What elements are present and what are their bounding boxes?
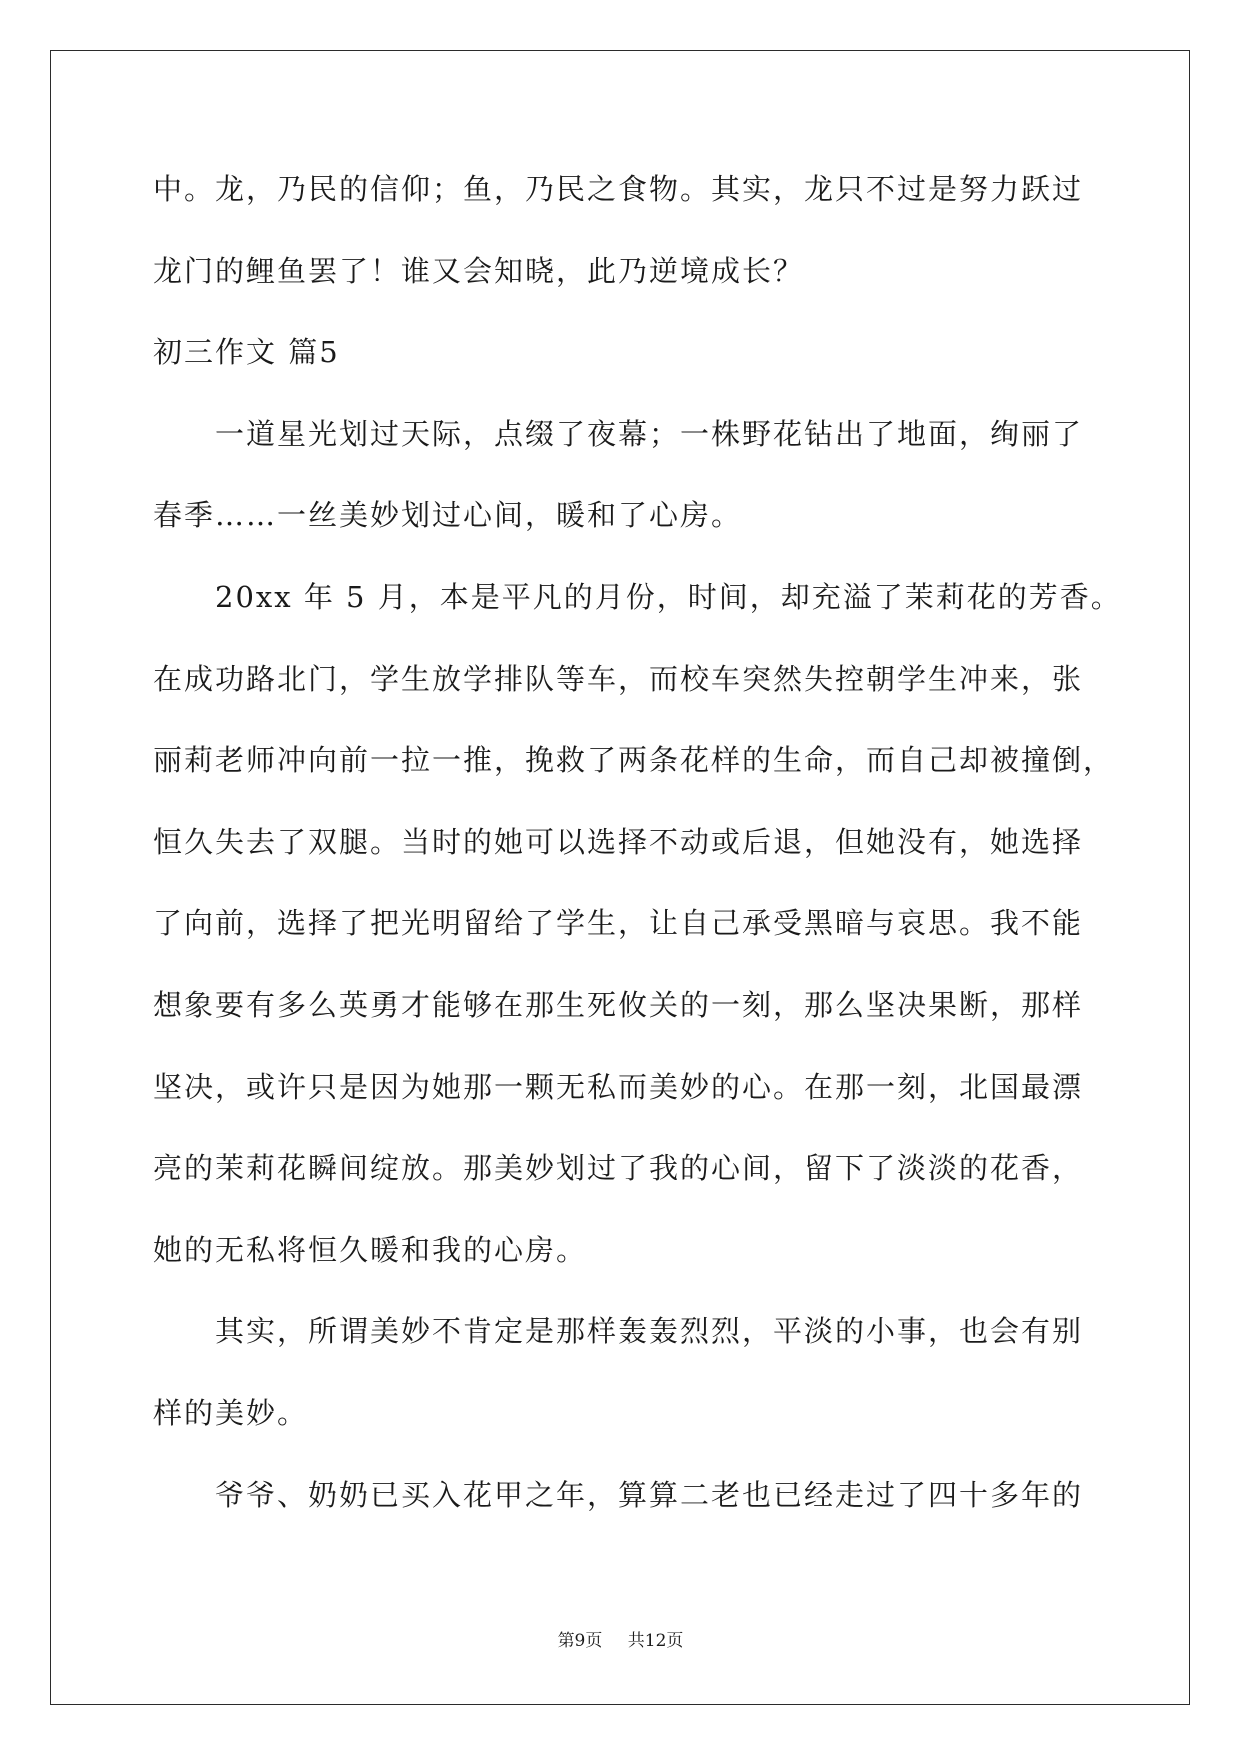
document-body <box>153 149 1153 1536</box>
paragraph <box>153 1291 1153 1454</box>
total-pages: 共12页 <box>627 1631 684 1651</box>
text-line: 爷爷、奶奶已买入花甲之年，算算二老也已经走过了四十多年的 <box>215 1477 1084 1512</box>
section-heading: 初三作文 篇5 <box>153 335 340 370</box>
page-footer <box>0 1629 1241 1653</box>
text-line: 丽莉老师冲向前一拉一推，挽救了两条花样的生命，而自己却被撞倒， <box>153 743 1115 778</box>
continued-line: 中。龙，乃民的信仰；鱼，乃民之食物。其实，龙只不过是努力跃过 <box>153 172 1084 206</box>
page-number: 第9页 <box>557 1631 603 1651</box>
paragraph <box>153 1455 1153 1537</box>
text-line: 20xx 年 5 月，本是平凡的月份，时间，却充溢了茉莉花的芳香。 <box>215 579 1122 614</box>
text-line: 她的无私将恒久暖和我的心房。 <box>153 1232 588 1267</box>
text-line: 恒久失去了双腿。当时的她可以选择不动或后退，但她没有，她选择 <box>153 824 1084 859</box>
text-line: 了向前，选择了把光明留给了学生，让自己承受黑暗与哀思。我不能 <box>153 906 1084 941</box>
text-line: 想象要有多么英勇才能够在那生死攸关的一刻，那么坚决果断，那样 <box>153 987 1084 1022</box>
paragraph <box>153 557 1153 1291</box>
text-line: 亮的茉莉花瞬间绽放。那美妙划过了我的心间，留下了淡淡的花香， <box>153 1151 1084 1186</box>
paragraph <box>153 394 1153 557</box>
text-line: 样的美妙。 <box>153 1395 309 1430</box>
text-line: 在成功路北门，学生放学排队等车，而校车突然失控朝学生冲来，张 <box>153 661 1084 696</box>
text-line: 其实，所谓美妙不肯定是那样轰轰烈烈，平淡的小事，也会有别 <box>215 1314 1084 1349</box>
text-line: 春季……一丝美妙划过心间，暖和了心房。 <box>153 498 743 533</box>
text-line: 坚决，或许只是因为她那一颗无私而美妙的心。在那一刻，北国最漂 <box>153 1069 1084 1104</box>
text-line: 一道星光划过天际，点缀了夜幕；一株野花钻出了地面，绚丽了 <box>215 416 1084 451</box>
continued-line: 龙门的鲤鱼罢了！谁又会知晓，此乃逆境成长？ <box>153 253 805 288</box>
